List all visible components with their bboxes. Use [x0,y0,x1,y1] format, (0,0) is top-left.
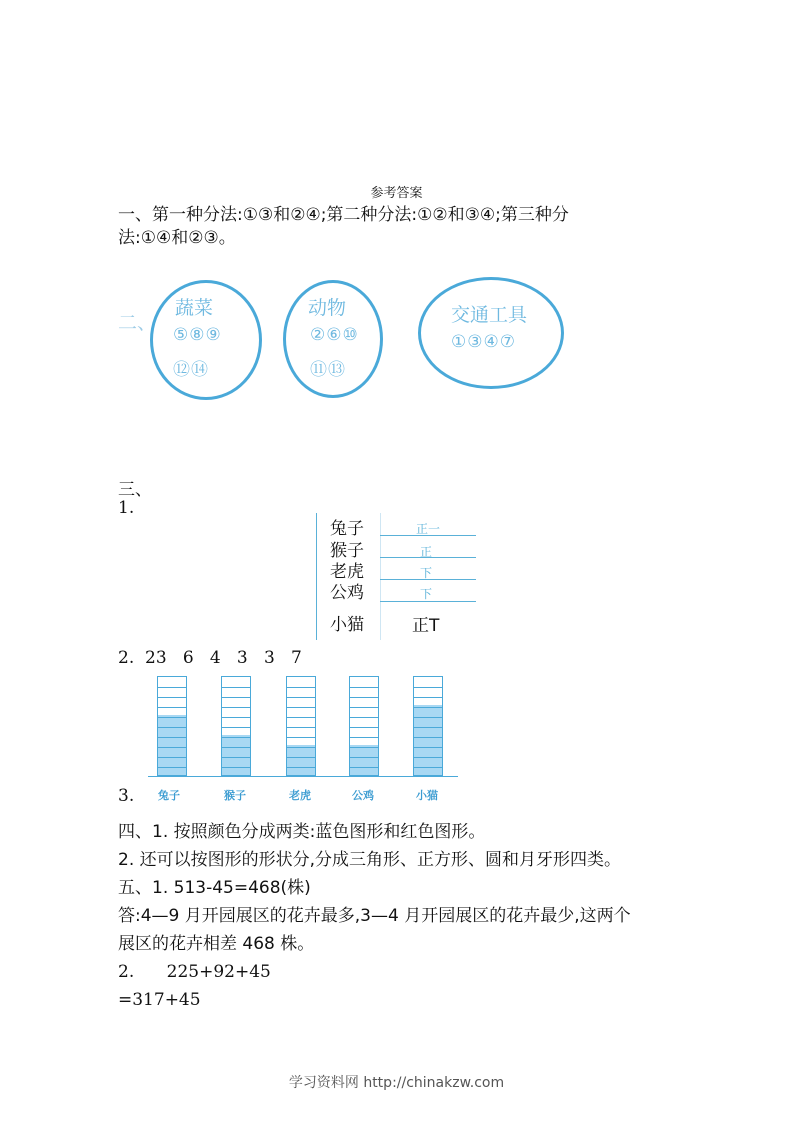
bar-cell-line [222,707,250,708]
bar-cell-line [287,697,315,698]
circle-transport-row1: ①③④⑦ [451,332,516,352]
bar-cell-line [287,717,315,718]
tally-mark: 正T [412,616,440,636]
circle-vegetables-row1: ⑤⑧⑨ [173,325,222,345]
bar-cell-line [287,727,315,728]
section5-line3: 展区的花卉相差 468 株。 [118,934,315,954]
bar-cell-line [414,737,442,738]
bar-cell-line [414,717,442,718]
bar-cell-line [350,707,378,708]
bar-cell-line [158,717,186,718]
circle-vegetables-row2: ⑫⑭ [173,360,209,380]
bar-cell-line [158,687,186,688]
bar-cell-line [287,747,315,748]
bar-label: 兔子 [158,789,180,802]
bar-graph-baseline [148,776,458,777]
bar-cell-line [414,747,442,748]
bar-cell-line [158,757,186,758]
circle-transport [418,277,564,389]
section1-line2: 法:①④和②③。 [118,228,236,248]
bar-cell-line [158,697,186,698]
bar-fill [287,745,315,775]
footer-watermark: 学习资料网 http://chinakzw.com [288,1075,505,1091]
bar-cell-line [414,687,442,688]
bar-cell-line [222,757,250,758]
tally-mark: 正一 [416,522,441,536]
bar-cell-line [222,697,250,698]
tally-mark: 正 [420,545,433,559]
section3-q3: 3. [118,786,135,806]
section5-line2: 答:4—9 月开园展区的花卉最多,3—4 月开园展区的花卉最少,这两个 [118,906,631,926]
bar-cell-line [350,757,378,758]
bar-cell-line [287,767,315,768]
section3-q1: 1. [118,498,135,518]
tally-divider-mark [380,513,381,640]
bar-cell-line [158,747,186,748]
section2-label: 二、 [118,312,157,334]
tally-name: 小猫 [330,615,364,635]
tally-mark: 下 [420,587,433,601]
bar-cell-line [350,747,378,748]
bar-cell-line [158,727,186,728]
bar-cell-line [287,707,315,708]
tally-name: 公鸡 [330,583,364,603]
bar-column [286,676,316,776]
bar-label: 公鸡 [352,789,374,802]
bar-cell-line [414,707,442,708]
circle-animals-row1: ②⑥⑩ [310,325,359,345]
bar-cell-line [414,727,442,728]
bar-label: 老虎 [289,789,311,802]
bar-cell-line [222,767,250,768]
circle-animals-title: 动物 [308,297,347,319]
bar-cell-line [222,737,250,738]
bar-cell-line [350,697,378,698]
bar-column [221,676,251,776]
bar-cell-line [350,727,378,728]
bar-cell-line [222,717,250,718]
circle-transport-title: 交通工具 [451,304,528,326]
bar-cell-line [414,767,442,768]
bar-cell-line [414,697,442,698]
tally-name: 猴子 [330,541,364,561]
bar-cell-line [287,737,315,738]
bar-column [157,676,187,776]
bar-cell-line [222,747,250,748]
bar-cell-line [350,737,378,738]
bar-fill [222,735,250,775]
tally-divider-vertical [316,513,317,640]
section3-q2: 2. 23 6 4 3 3 7 [118,648,302,668]
bar-fill [158,715,186,775]
bar-fill [350,745,378,775]
bar-cell-line [414,757,442,758]
tally-mark: 下 [420,566,433,580]
bar-label: 小猫 [416,789,438,802]
bar-cell-line [158,737,186,738]
bar-label: 猴子 [224,789,246,802]
bar-cell-line [287,687,315,688]
bar-column [349,676,379,776]
section1-line1: 一、第一种分法:①③和②④;第二种分法:①②和③④;第三种分 [118,205,569,225]
bar-cell-line [350,717,378,718]
page-title: 参考答案 [370,186,423,201]
section3-label: 三、 [118,480,152,500]
section5-line4: 2. 225+92+45 [118,962,271,982]
section4-line2: 2. 还可以按图形的形状分,分成三角形、正方形、圆和月牙形四类。 [118,850,622,870]
circle-animals-row2: ⑪⑬ [310,360,346,380]
tally-name: 兔子 [330,519,364,539]
bar-cell-line [350,767,378,768]
bar-cell-line [222,687,250,688]
tally-name: 老虎 [330,562,364,582]
circle-animals [283,280,383,398]
section5-line1: 五、1. 513-45=468(株) [118,878,311,898]
bar-column [413,676,443,776]
bar-cell-line [287,757,315,758]
circle-vegetables-title: 蔬菜 [175,297,214,319]
bar-cell-line [350,687,378,688]
bar-fill [414,705,442,775]
bar-cell-line [158,707,186,708]
circle-vegetables [150,280,262,400]
bar-cell-line [222,727,250,728]
bar-cell-line [158,767,186,768]
section4-line1: 四、1. 按照颜色分成两类:蓝色图形和红色图形。 [118,822,486,842]
section5-line5: =317+45 [118,990,201,1010]
